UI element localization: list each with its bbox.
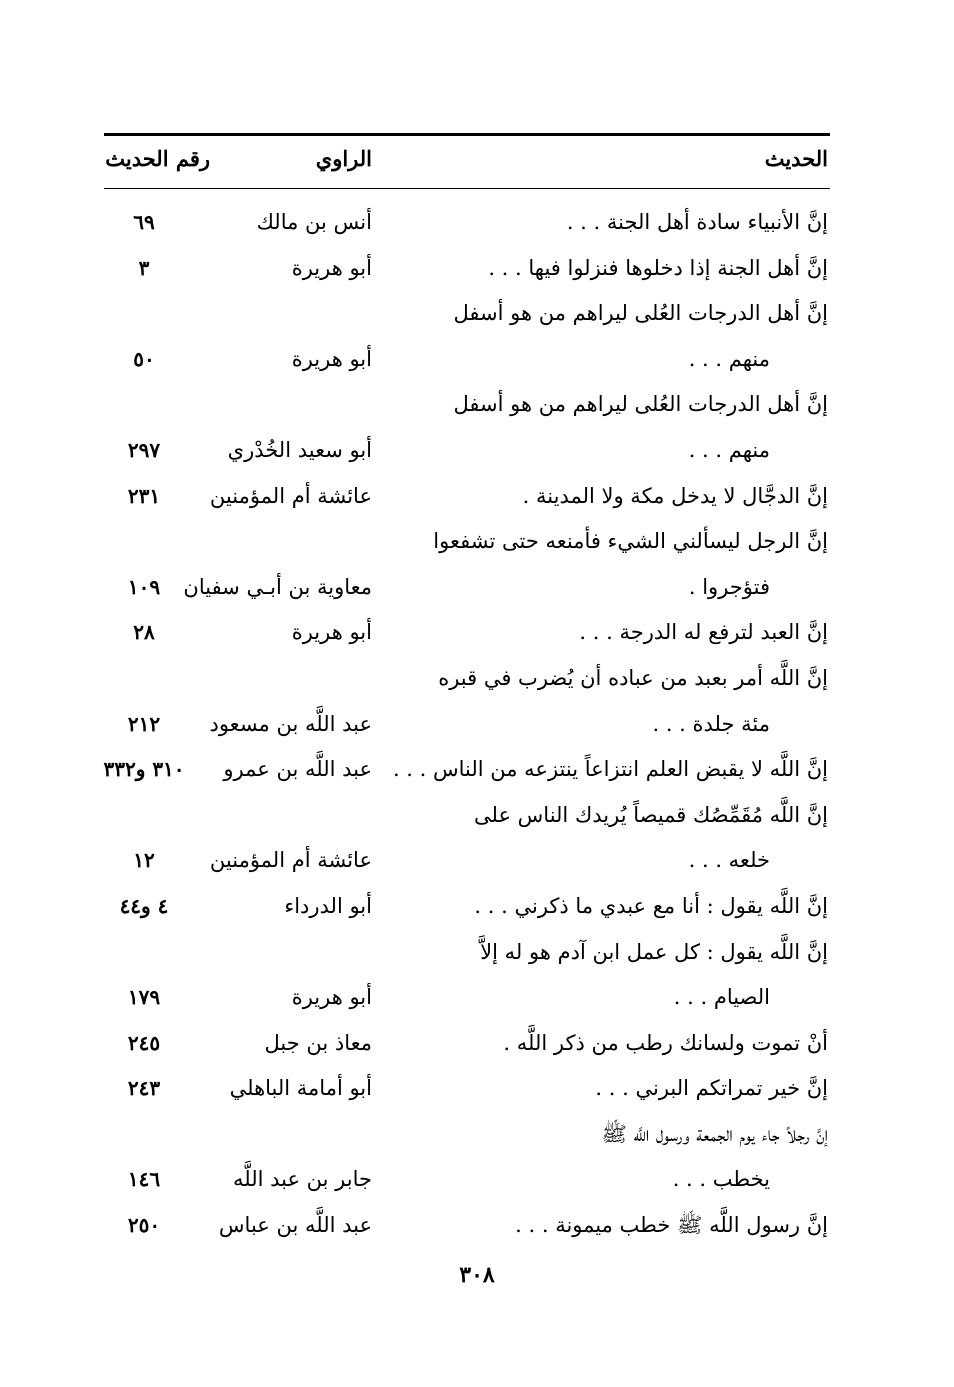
- narrator-name: معاوية بن أبـي سفيان: [183, 574, 372, 599]
- narrator-name: أبو هريرة: [291, 255, 372, 280]
- hadith-number: ٢٥٠: [127, 1213, 161, 1238]
- table-row: [0, 1162, 954, 1208]
- narrator-name: أبو هريرة: [291, 985, 372, 1010]
- hadith-number: ٢٤٥: [127, 1030, 161, 1055]
- table-row: [0, 1071, 954, 1117]
- narrator-name: عائشة أم المؤمنين: [209, 848, 372, 873]
- hadith-number: ١٧٩: [127, 985, 161, 1010]
- hadith-number: ١٢: [133, 848, 155, 873]
- hadith-text-continuation: منهم . . .: [688, 437, 770, 462]
- hadith-number: ٢٨: [133, 620, 155, 645]
- table-row: [0, 843, 954, 889]
- hadith-text: إنَّ الأنبياء سادة أهل الجنة . . .: [566, 210, 828, 234]
- table-row: [0, 433, 954, 479]
- hadith-text: إنَّ اللَّه يقول : أنا مع عبدي ما ذكرني . . .: [474, 893, 828, 918]
- page-number: ٣٠٨: [459, 1262, 495, 1288]
- hadith-number: ٣: [138, 255, 150, 280]
- hadith-text-continuation: خلعه . . .: [688, 848, 770, 873]
- table-row: [0, 615, 954, 661]
- table-row: [0, 570, 954, 616]
- narrator-name: أبو سعيد الخُدْري: [227, 437, 372, 462]
- table-row: [0, 889, 954, 935]
- column-header-narrator: الراوي: [315, 146, 372, 171]
- hadith-text: إنَّ اللَّه مُقَمِّصُك قميصاً يُريدك الناس على: [474, 802, 828, 827]
- narrator-name: أبو هريرة: [291, 346, 372, 371]
- hadith-number: ٢٤٣: [127, 1076, 161, 1101]
- hadith-number: ٥٠: [133, 346, 155, 371]
- table-row: [0, 296, 954, 342]
- hadith-number: ١٠٩: [127, 574, 161, 599]
- hadith-text: إنَّ أهل الدرجات العُلى ليراهم من هو أسفل: [453, 301, 828, 326]
- narrator-name: معاذ بن جبل: [264, 1030, 372, 1055]
- hadith-number: ٢٣١: [127, 483, 161, 508]
- table-row: [0, 752, 954, 798]
- table-row: [0, 387, 954, 433]
- narrator-name: أنس بن مالك: [256, 210, 372, 234]
- table-row: [0, 1208, 954, 1254]
- table-row: [0, 205, 954, 251]
- table-top-rule: [104, 133, 830, 136]
- narrator-name: أبو الدرداء: [284, 893, 372, 918]
- hadith-text: إنَّ الدجَّال لا يدخل مكة ولا المدينة .: [522, 483, 828, 508]
- hadith-text: إنَّ أهل الجنة إذا دخلوها فنزلوا فيها . . .: [488, 255, 828, 280]
- hadith-text: إنَّ اللَّه لا يقبض العلم انتزاعاً ينتزعه من الناس . . .: [392, 757, 828, 782]
- hadith-text-continuation: الصيام . . .: [673, 985, 770, 1010]
- column-header-hadith: الحديث: [764, 146, 828, 171]
- narrator-name: عبد اللَّه بن مسعود: [209, 711, 372, 736]
- table-row: [0, 524, 954, 570]
- hadith-number: ١٤٦: [127, 1167, 161, 1192]
- hadith-number: ٦٩: [133, 210, 155, 234]
- narrator-name: عبد اللَّه بن عمرو: [223, 757, 372, 782]
- hadith-text: إنَّ رجلاً جاء يوم الجمعة ورسول اللَّه ﷺ: [601, 1121, 828, 1146]
- table-row: [0, 342, 954, 388]
- hadith-text: إنَّ الرجل ليسألني الشيء فأمنعه حتى تشفعوا: [433, 529, 828, 554]
- table-row: [0, 1117, 954, 1163]
- hadith-text: أنْ تموت ولسانك رطب من ذكر اللَّه .: [503, 1030, 828, 1055]
- narrator-name: عبد اللَّه بن عباس: [218, 1213, 372, 1238]
- table-row: [0, 479, 954, 525]
- hadith-text: إنَّ العبد لترفع له الدرجة . . .: [579, 620, 828, 645]
- hadith-number: ٢١٢: [127, 711, 161, 736]
- table-header-rule: [104, 188, 830, 189]
- hadith-text: إنَّ اللَّه يقول : كل عمل ابن آدم هو له إلاَّ: [480, 939, 828, 964]
- hadith-text-continuation: يخطب . . .: [672, 1167, 770, 1192]
- table-row: [0, 798, 954, 844]
- hadith-text: إنَّ خير تمراتكم البرني . . .: [595, 1076, 828, 1101]
- hadith-text-continuation: منهم . . .: [688, 346, 770, 371]
- table-row: [0, 661, 954, 707]
- hadith-number: ٣١٠ و٣٣٢: [103, 757, 185, 782]
- table-row: [0, 935, 954, 981]
- hadith-text-continuation: مئة جلدة . . .: [652, 711, 770, 736]
- index-table: [0, 205, 954, 1254]
- hadith-text: إنَّ رسول اللَّه ﷺ خطب ميمونة . . .: [515, 1213, 828, 1238]
- narrator-name: جابر بن عبد اللَّه: [232, 1167, 372, 1192]
- hadith-number: ٢٩٧: [127, 437, 161, 462]
- hadith-text: إنَّ أهل الدرجات العُلى ليراهم من هو أسفل: [453, 392, 828, 417]
- table-row: [0, 707, 954, 753]
- column-header-number: رقم الحديث: [105, 146, 210, 171]
- table-row: [0, 980, 954, 1026]
- hadith-text: إنَّ اللَّه أمر بعبد من عباده أن يُضرب في قبره: [438, 665, 828, 690]
- hadith-number: ٤ و٤٤: [119, 893, 169, 918]
- table-row: [0, 1026, 954, 1072]
- narrator-name: عائشة أم المؤمنين: [209, 483, 372, 508]
- table-row: [0, 251, 954, 297]
- hadith-text-continuation: فتؤجروا .: [688, 574, 770, 599]
- narrator-name: أبو هريرة: [291, 620, 372, 645]
- narrator-name: أبو أمامة الباهلي: [229, 1076, 372, 1101]
